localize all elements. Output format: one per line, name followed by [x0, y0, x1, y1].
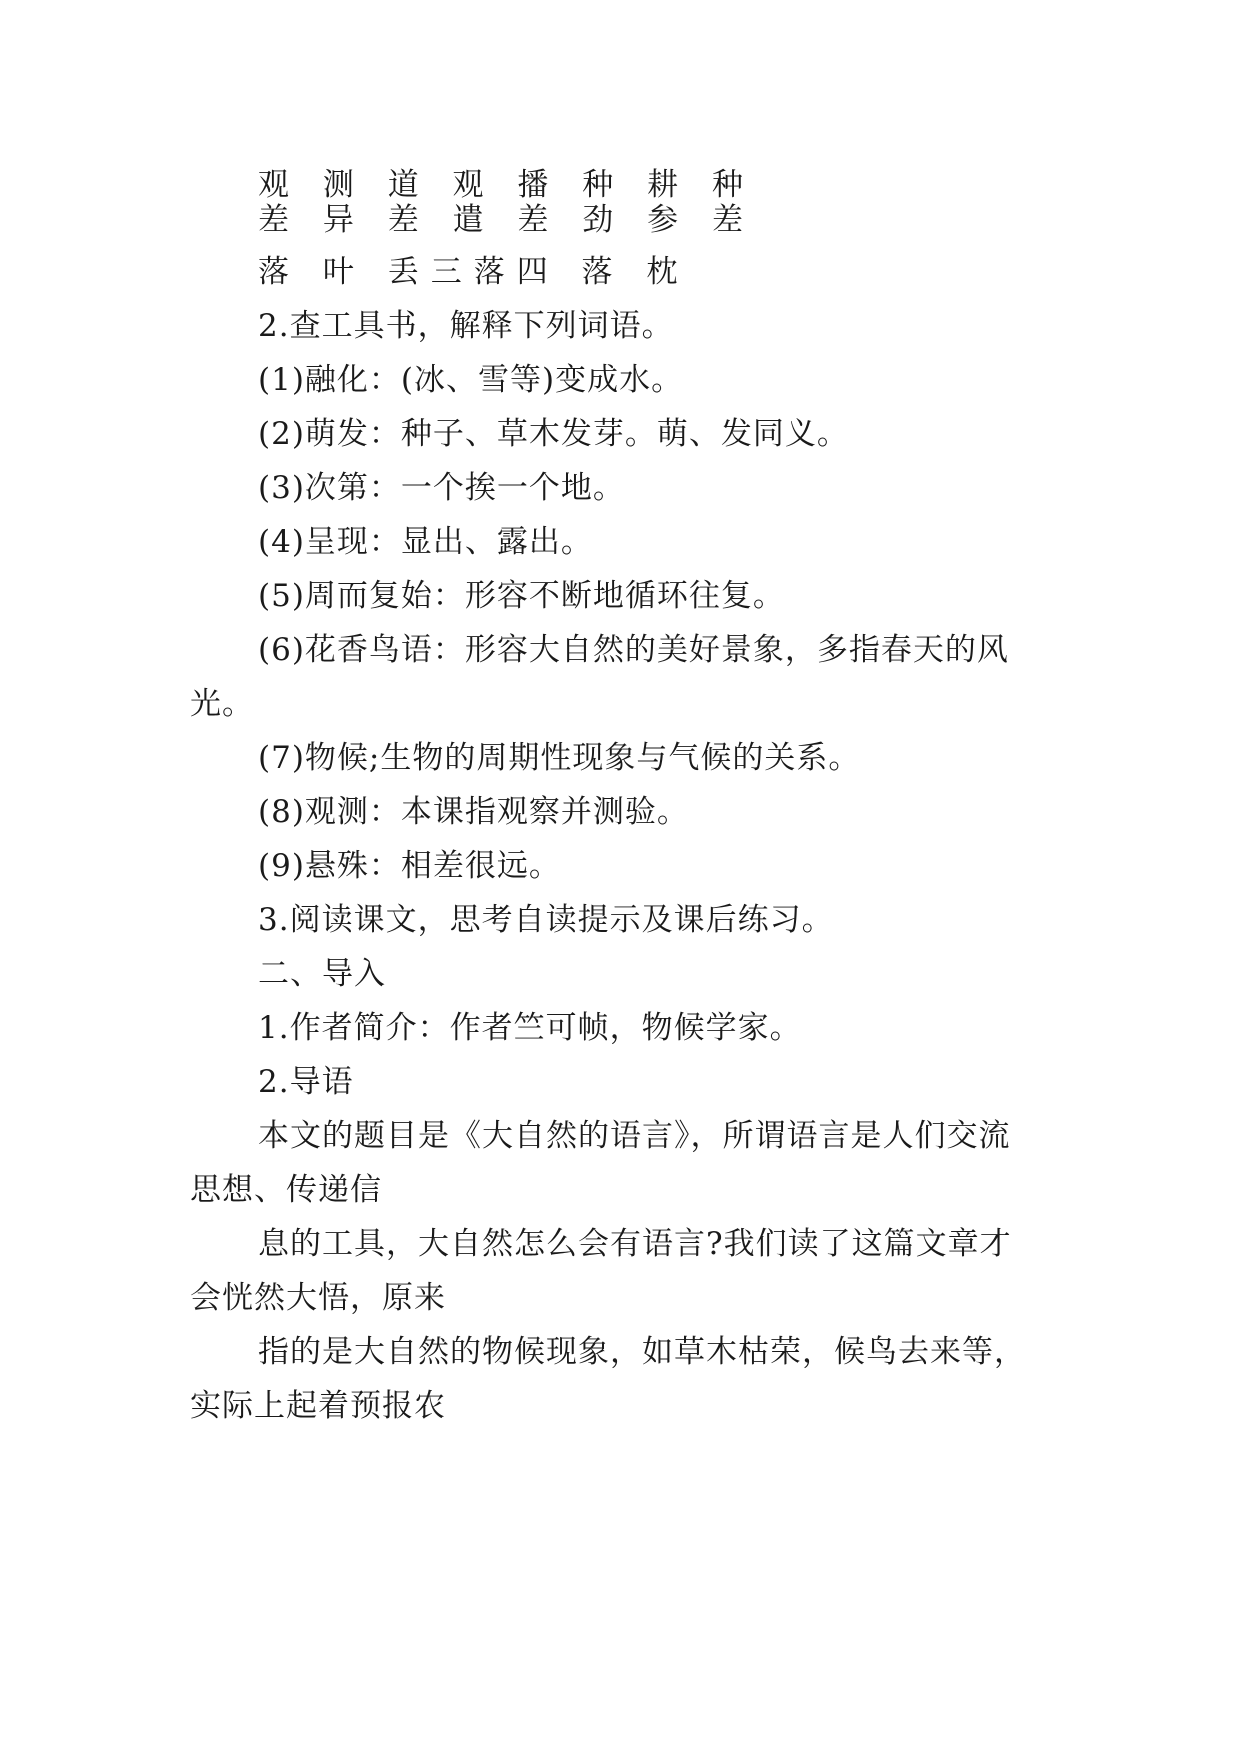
paragraph-line: 思想、传递信	[190, 1172, 382, 1208]
section-heading: 3.阅读课文，思考自读提示及课后练习。	[258, 902, 834, 938]
definition-item: (5)周而复始：形容不断地循环往复。	[258, 578, 785, 614]
section-heading: 2.查工具书，解释下列词语。	[258, 308, 674, 344]
word-row-1: 观 测 道 观 播 种 耕 种	[258, 167, 755, 203]
paragraph-line: 息的工具，大自然怎么会有语言?我们读了这篇文章才	[258, 1226, 1012, 1262]
definition-item: (6)花香鸟语：形容大自然的美好景象，多指春天的风	[258, 632, 1009, 668]
paragraph-line: 实际上起着预报农	[190, 1388, 446, 1424]
definition-item: (4)呈现：显出、露出。	[258, 524, 593, 560]
definition-item: (3)次第：一个挨一个地。	[258, 470, 625, 506]
word-row-3: 落 叶 丢三落四 落 枕	[258, 254, 690, 290]
paragraph-line: 1.作者简介：作者竺可帧，物候学家。	[258, 1010, 802, 1046]
definition-item: (2)萌发：种子、草木发芽。萌、发同义。	[258, 416, 849, 452]
paragraph-line: 会恍然大悟，原来	[190, 1280, 446, 1316]
section-heading: 2.导语	[258, 1064, 354, 1100]
definition-item: (8)观测：本课指观察并测验。	[258, 794, 689, 830]
definition-continuation: 光。	[190, 686, 254, 722]
definition-item: (1)融化：(冰、雪等)变成水。	[258, 362, 684, 398]
paragraph-line: 本文的题目是《大自然的语言》，所谓语言是人们交流	[258, 1118, 1011, 1154]
definition-item: (9)悬殊：相差很远。	[258, 848, 561, 884]
section-heading: 二、导入	[258, 956, 386, 992]
definition-item: (7)物候;生物的周期性现象与气候的关系。	[258, 740, 861, 776]
word-row-2: 差 异 差 遣 差 劲 参 差	[258, 202, 755, 238]
paragraph-line: 指的是大自然的物候现象，如草木枯荣，候鸟去来等，	[258, 1334, 1026, 1370]
